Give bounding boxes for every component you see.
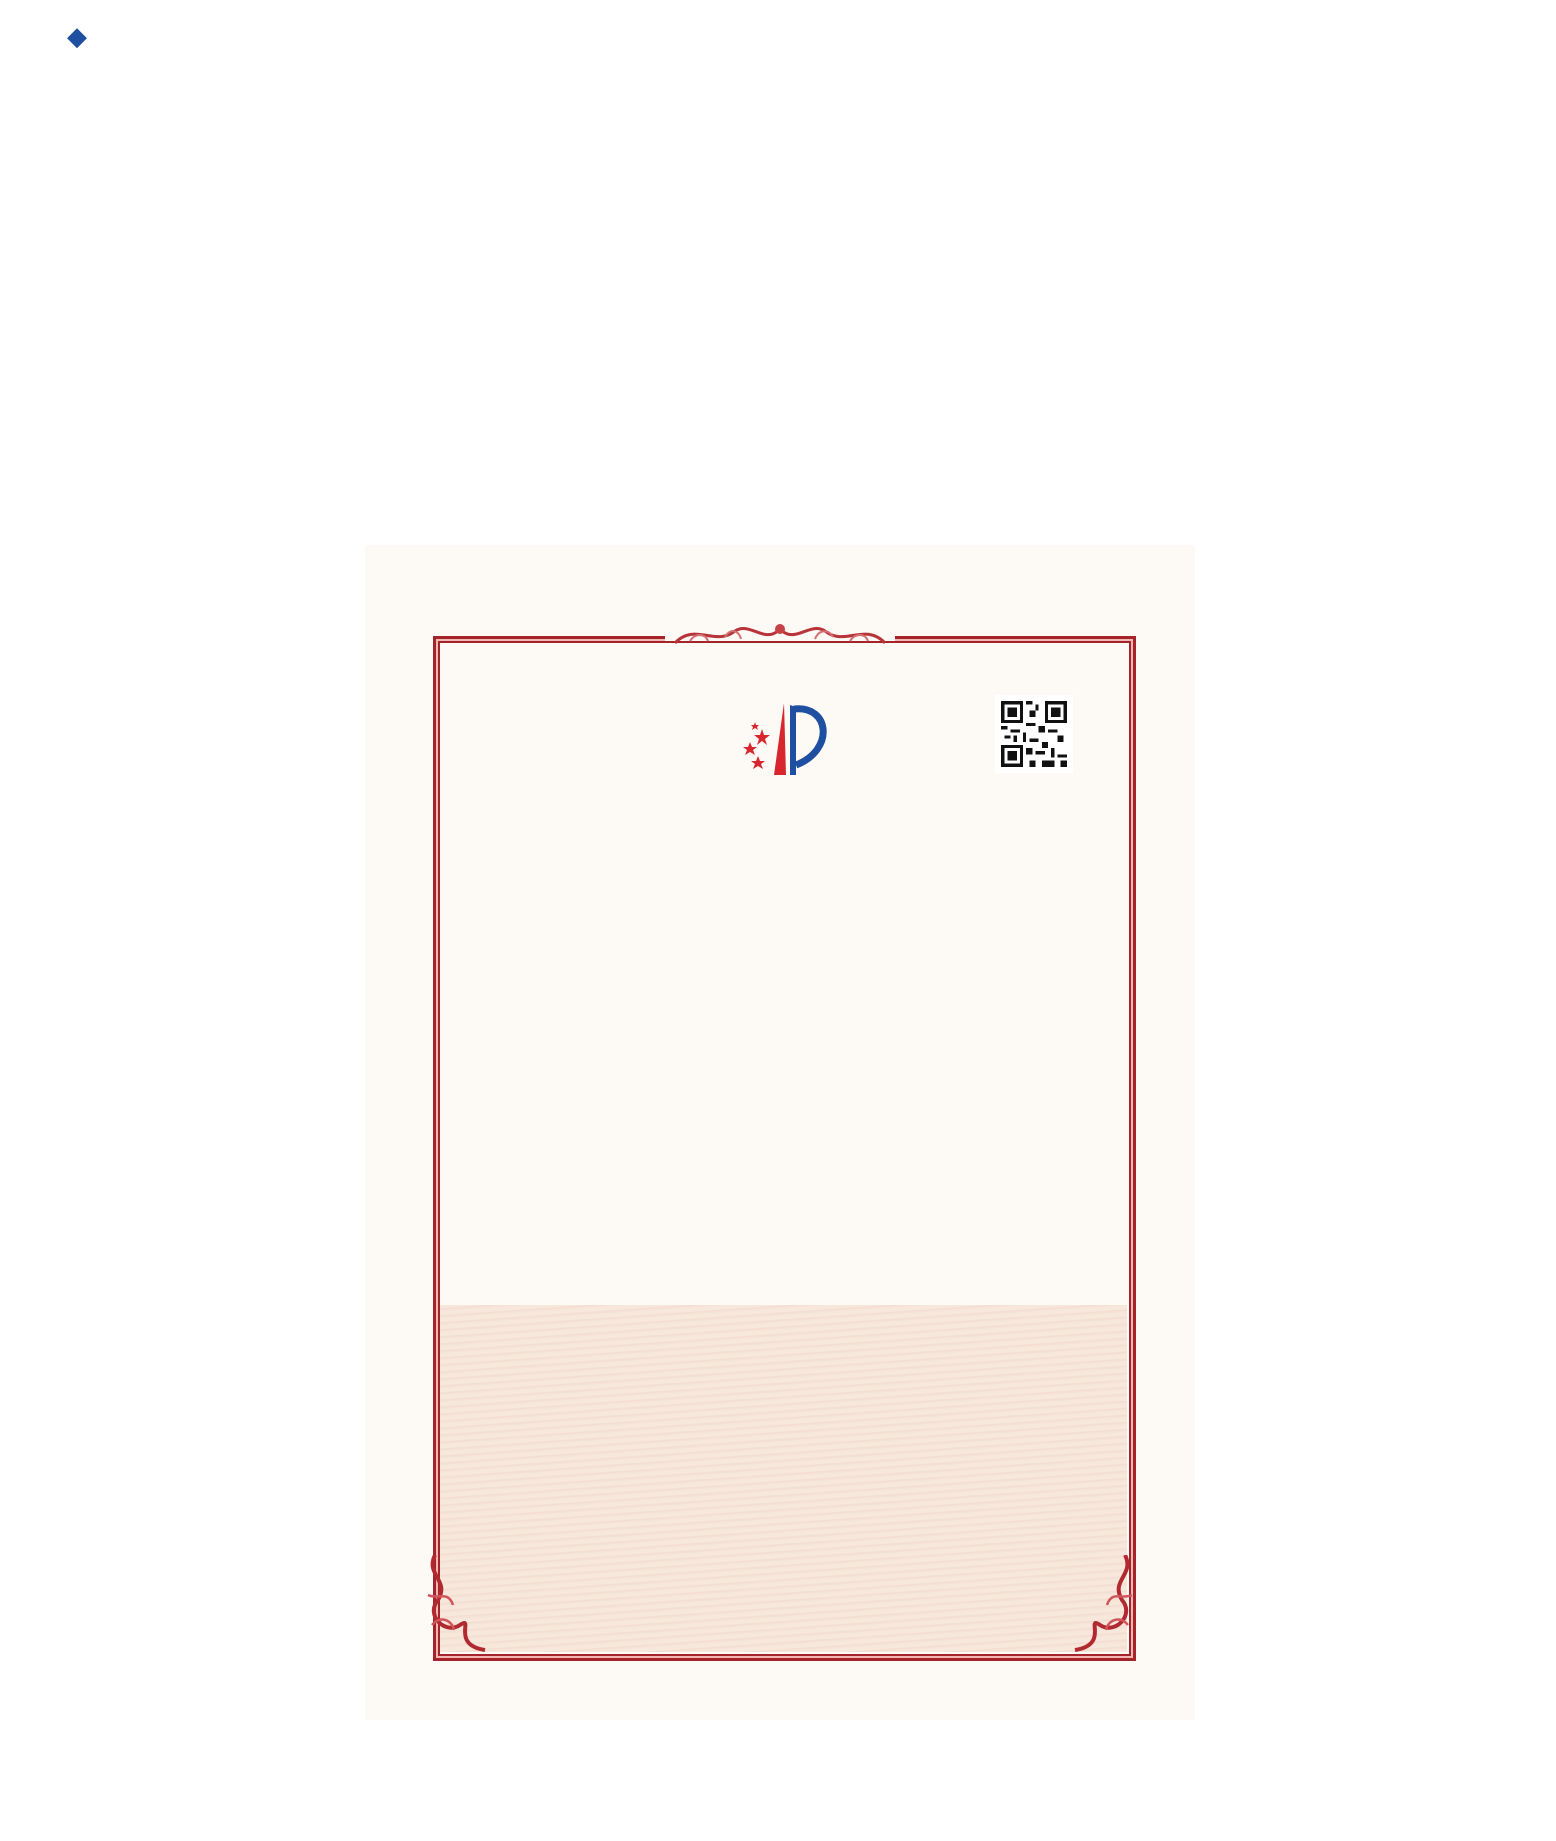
- diamond-bullet-icon: ◆: [67, 22, 88, 52]
- patent-certificate-image: [365, 545, 1195, 1720]
- top-ornament-icon: [665, 617, 895, 653]
- corner-ornament-icon: [420, 1555, 490, 1655]
- certificate-frame: [433, 636, 1136, 1661]
- completion-unit: [67, 15, 100, 57]
- qr-code-icon: [995, 695, 1073, 773]
- cnipa-logo-icon: [720, 695, 840, 785]
- corner-ornament-icon: [1070, 1555, 1140, 1655]
